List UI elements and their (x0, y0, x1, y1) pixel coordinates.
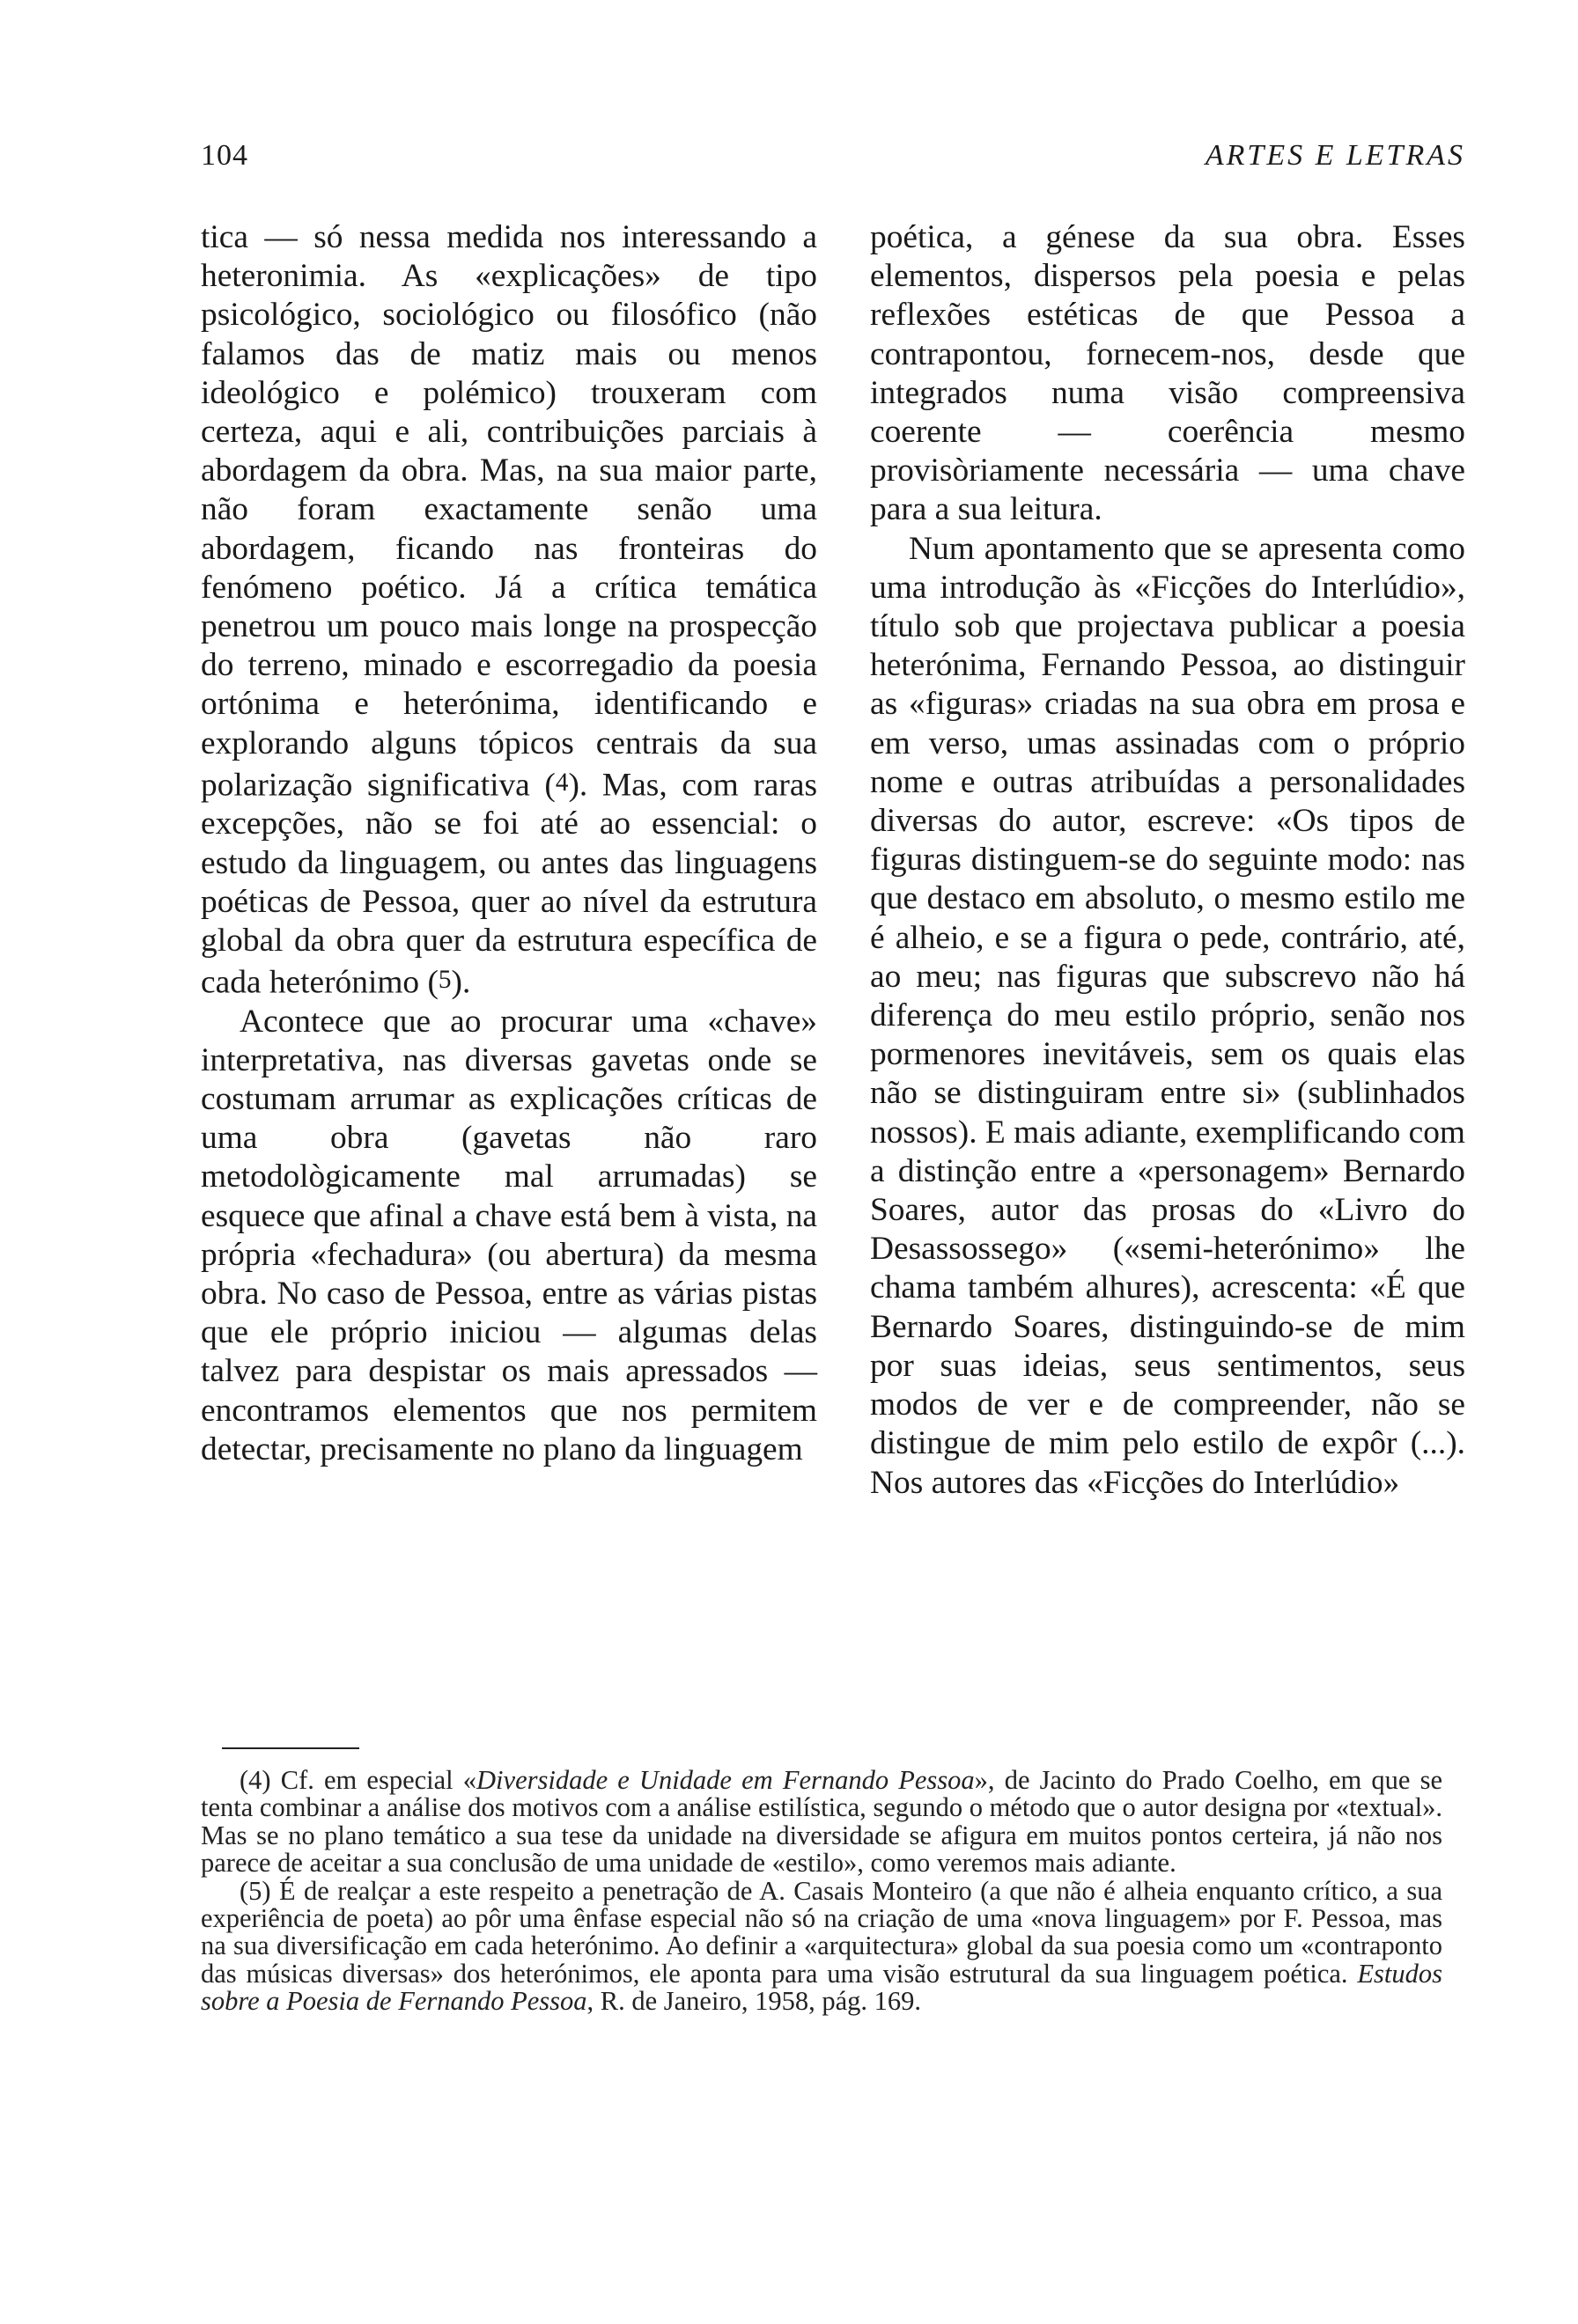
right-paragraph-1: poética, a génese da sua obra. Esses elementos, dispersos pela poesia e pelas reflexões estéticas de que Pessoa a contrapontou, fornecem-nos, desde que integrados numa visão compreensiva coerente — coerência mesmo provisòriamente necessária — uma chave para a sua leitura. (870, 219, 1465, 528)
footnote-4 (201, 1767, 1442, 1878)
footnote-5-text-2: , R. de Janeiro, 1958, pág. 169. (586, 1986, 922, 2017)
footnotes (201, 1767, 1442, 2016)
left-column (201, 218, 817, 1469)
left-p1-text-1: tica — só nessa medida nos interessando a heteronimia. As «explicações» de tipo psicológico, sociológico ou filosófico (não falamos das de matiz mais ou menos ideológico e polémico) trouxeram com certeza, aqui e ali, contribuições parciais à abordagem da obra. Mas, na sua maior parte, não foram exactamente senão uma abordagem, ficando nas fronteiras do fenómeno poético. Já a crítica temática penetrou um pouco mais longe na prospecção do terreno, minado e escorregadio da poesia ortónima e heterónima, identificando e explorando alguns tópicos centrais da sua polarização significativa ( (201, 219, 817, 804)
footnote-ref-5: 5 (438, 966, 452, 995)
footnote-5-marker: (5) (240, 1875, 271, 1906)
page-number: 104 (201, 139, 248, 172)
footnote-5 (201, 1875, 1443, 2017)
left-paragraph-1 (201, 218, 817, 1003)
right-paragraph-2: Num apontamento que se apresenta como uma introdução às «Ficções do Interlúdio», título sob que projectava publicar a poesia heterónima, Fernando Pessoa, ao distinguir as «figuras» criadas na sua obra em prosa e em verso, umas assinadas com o próprio nome e outras atribuídas a personalidades diversas do autor, escreve: «Os tipos de figuras distinguem-se do seguinte modo: nas que destaco em absoluto, o mesmo estilo me é alheio, e se a figura o pede, contrário, até, ao meu; nas figuras que subscrevo não há diferença do meu estilo próprio, senão nos pormenores inevitáveis, sem os quais elas não se distinguiram entre si» (sublinhados nossos). E mais adiante, exemplificando com a distinção entre a «personagem» Bernardo Soares, autor das prosas do «Livro do Desassossego» («semi-heterónimo» lhe chama também alhures), acrescenta: «É que Bernardo Soares, distinguindo-se de mim por suas ideias, seus sentimentos, seus modos de ver e de compreender, não se distingue de mim pelo estilo de expôr (...). Nos autores das «Ficções do Interlúdio» (870, 530, 1465, 1501)
running-head: ARTES E LETRAS (1205, 139, 1465, 172)
footnote-4-marker: (4) (240, 1765, 271, 1795)
left-p1-text-3: ). (451, 964, 471, 1001)
footnote-5-title: Estudos sobre a Poesia de Fernando Pessoa (201, 1958, 1442, 2017)
left-p1-text-2: ). Mas, com raras excepções, não se foi até ao essencial: o estudo da linguagem, ou antes das linguagens poéticas de Pessoa, quer ao nível da estrutura global da obra quer da estrutura específica de cada heterónimo ( (201, 767, 817, 1001)
footnote-4-title: Diversidade e Unidade em Fernando Pessoa (476, 1765, 975, 1795)
footnote-rule (222, 1747, 359, 1749)
footnote-4-text-1: Cf. em especial « (280, 1765, 477, 1795)
footnote-5-text-1: É de realçar a este respeito a penetração de A. Casais Monteiro (a que não é alheia enquanto crítico, a sua experiência de poeta) ao pôr uma ênfase especial não só na criação de uma «nova linguagem» por F. Pessoa, mas na sua diversificação em cada heterónimo. Ao definir a «arquitectura» global da sua poesia como um «contraponto das músicas diversas» dos heterónimos, ele aponta para uma visão estrutural da sua linguagem poética. (201, 1875, 1443, 1989)
right-column (870, 218, 1465, 1503)
left-paragraph-2: Acontece que ao procurar uma «chave» interpretativa, nas diversas gavetas onde se costumam arrumar as explicações críticas de uma obra (gavetas não raro metodològicamente mal arrumadas) se esquece que afinal a chave está bem à vista, na própria «fechadura» (ou abertura) da mesma obra. No caso de Pessoa, entre as várias pistas que ele próprio iniciou — algumas delas talvez para despistar os mais apressados — encontramos elementos que nos permitem detectar, precisamente no plano da linguagem (201, 1003, 817, 1467)
footnote-4-text-2: », de Jacinto do Prado Coelho, em que se tenta combinar a análise dos motivos com a análise estilística, segundo o método que o autor designa por «textual». Mas se no plano temático a sua tese da unidade na diversidade se afigura em muitos pontos certeira, já não nos parece de aceitar a sua conclusão de uma unidade de «estilo», como veremos mais adiante. (201, 1765, 1442, 1879)
footnote-ref-4: 4 (555, 768, 569, 797)
